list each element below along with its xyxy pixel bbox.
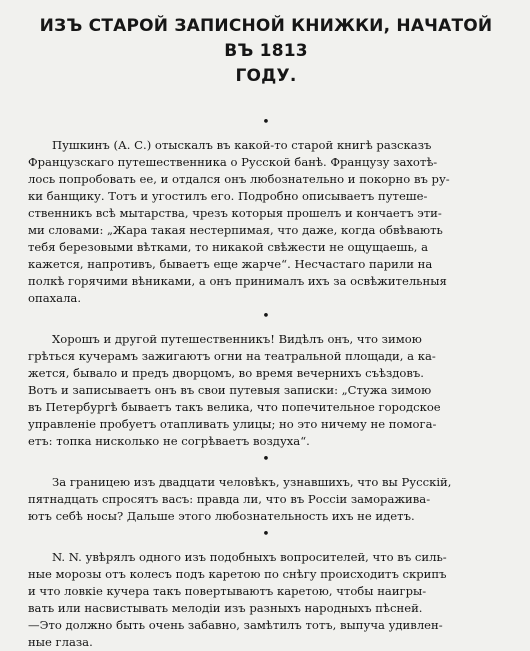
paragraph-line: За границею изъ двадцати человѣкъ, узнавшихъ, что вы Русскій, [52, 475, 452, 489]
paragraph-line: пятнадцать спросятъ васъ: правда ли, что въ Россіи заморажива- [28, 492, 431, 506]
separator-dot: • [262, 527, 270, 542]
paragraph-line: Вотъ и записываетъ онъ въ свои путевыя записки: „Стужа зимою [28, 383, 432, 397]
separator-dot: • [262, 115, 270, 130]
paragraph-line: опахала. [28, 291, 82, 305]
paragraph-line: N. N. увѣрялъ одного изъ подобныхъ вопросителей, что въ силь- [52, 550, 447, 564]
paragraph-line: въ Петербургѣ бываетъ такъ велика, что попечительное городское [28, 400, 441, 414]
document-title [28, 14, 504, 89]
separator-dot: • [262, 452, 270, 467]
separator-dot: • [262, 309, 270, 324]
paragraph-line: тебя березовыми вѣтками, то никакой свѣжести не ощущаешь, а [28, 240, 429, 254]
paragraph-line: ми словами: „Жара такая нестерпимая, что даже, когда обвѣвають [28, 223, 443, 237]
paragraph-1 [28, 137, 504, 307]
paragraph-line: кажется, напротивъ, бываетъ еще жарче“. Несчастаго парили на [28, 257, 433, 271]
paragraph-line: Хорошъ и другой путешественникъ! Видѣлъ онъ, что зимою [52, 332, 422, 346]
paragraph-line: ственникъ всѣ мытарства, чрезъ которыя прошелъ и кончаетъ эти- [28, 206, 442, 220]
paragraph-2 [28, 331, 504, 450]
paragraph-line: грѣться кучерамъ зажигаютъ огни на театральной площади, а ка- [28, 349, 436, 363]
paragraph-line: ютъ себѣ носы? Дальше этого любознательность ихъ не идетъ. [28, 509, 415, 523]
paragraph-line: ные глаза. [28, 635, 93, 649]
paragraph-line: ные морозы отъ колесъ подъ каретою по снѣгу происходитъ скрипъ [28, 567, 447, 581]
paragraph-line: вать или насвистывать мелодіи изъ разныхъ народныхъ пѣсней. [28, 601, 423, 615]
paragraph-line: Французскаго путешественника о Русской банѣ. Французу захотѣ- [28, 155, 438, 169]
paragraph-4 [28, 549, 504, 651]
paragraph-line: лось попробовать ее, и отдался онъ любознательно и покорно въ ру- [28, 172, 450, 186]
paragraph-line: полкѣ горячими вѣниками, а онъ принималъ ихъ за освѣжительныя [28, 274, 447, 288]
paragraph-line: управленіе пробуетъ отапливать улицы; но это ничему не помога- [28, 417, 437, 431]
title-line-2: ГОДУ. [235, 66, 297, 86]
paragraph-3 [28, 474, 504, 525]
paragraph-line: Пушкинъ (А. С.) отыскалъ въ какой-то старой книгѣ разсказъ [52, 138, 432, 152]
paragraph-line: ки банщику. Тотъ и угостилъ его. Подробно описываетъ путеше- [28, 189, 428, 203]
paragraph-line: етъ: топка нисколько не согрѣваетъ воздуха“. [28, 434, 310, 448]
paragraph-line: жется, бывало и предъ дворцомъ, во время вечернихъ съѣздовъ. [28, 366, 424, 380]
paragraph-line: и что ловкіе кучера такъ повертываютъ каретою, чтобы наигры- [28, 584, 427, 598]
paragraph-line: —Это должно быть очень забавно, замѣтилъ тотъ, выпуча удивлен- [28, 618, 443, 632]
title-line-1: ИЗЪ СТАРОЙ ЗАПИСНОЙ КНИЖКИ, НАЧАТОЙ ВЪ 1813 [39, 16, 493, 61]
